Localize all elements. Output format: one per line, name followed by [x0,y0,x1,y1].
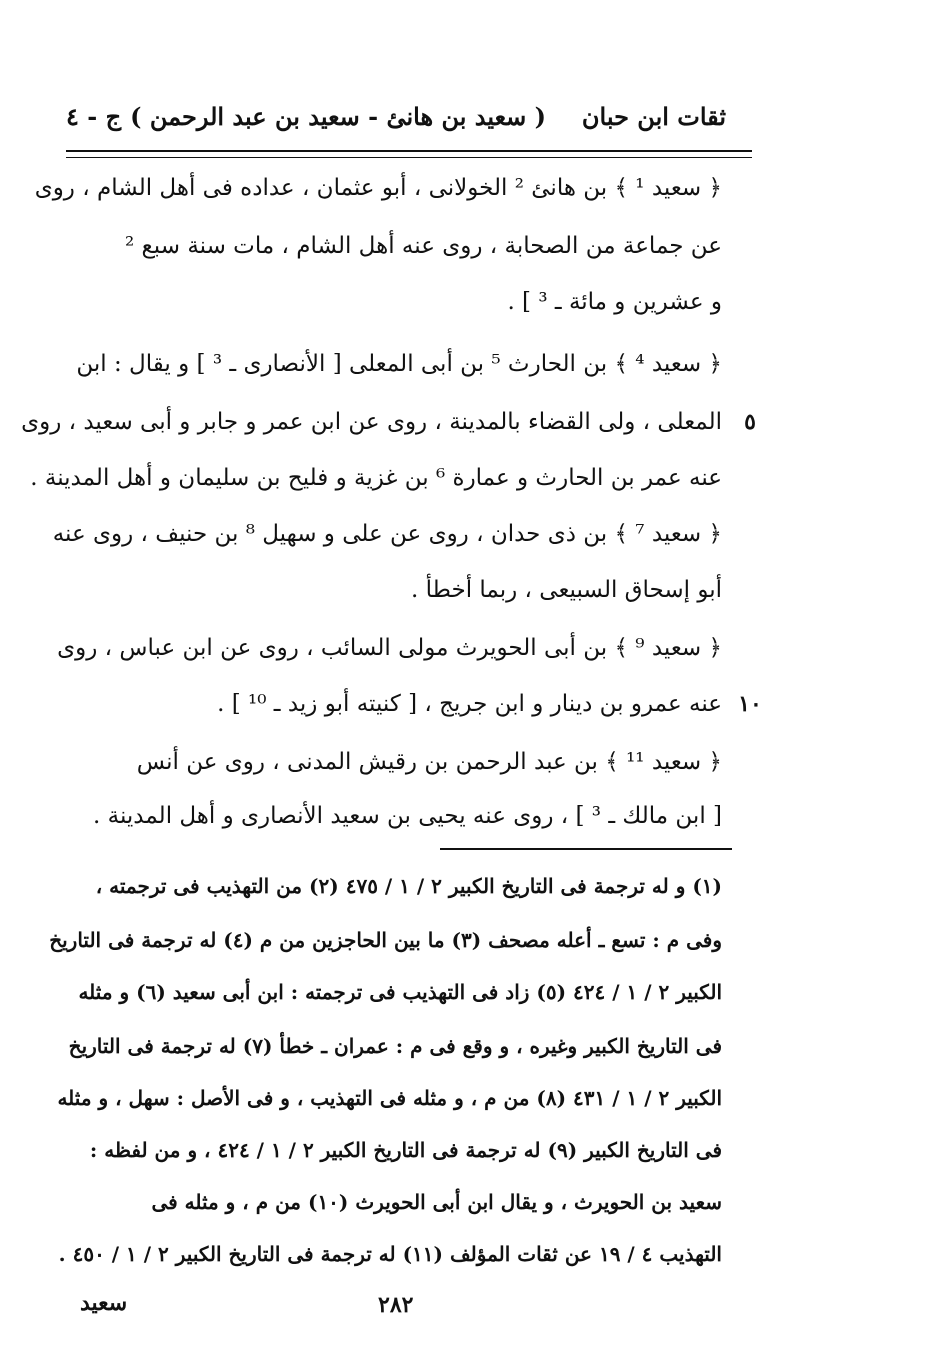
catchword: سعيد [80,1290,128,1316]
text-line: ﴿ سعيد ⁷ ﴾ بن ذى حدان ، روى عن على و سهيل ⁸ بن حنيف ، روى عنه [52,521,722,547]
page-number: ٢٨٢ [378,1292,414,1318]
footnote-line: الكبير ٢ / ١ / ٤٣١ (٨) من م ، و مثله فى التهذيب ، و فى الأصل : سهل ، و مثله [57,1086,722,1110]
text-line: ﴿ سعيد ¹¹ ﴾ بن عبد الرحمن بن رقيش المدنى ، روى عن أنس [136,749,722,775]
footnote-line: الكبير ٢ / ١ / ٤٢٤ (٥) زاد فى التهذيب فى ترجمته : ابن أبى سعيد (٦) و مثله [78,980,722,1004]
footnote-line: وفى م : تسع ـ أعله مصحف (٣) ما بين الحاجزين من م (٤) له ترجمة فى التاريخ [49,928,722,952]
text-line: عن جماعة من الصحابة ، روى عنه أهل الشام ، مات سنة سبع ² [125,233,722,259]
text-line: [ ابن مالك ـ ³ ] ، روى عنه يحيى بن سعيد الأنصارى و أهل المدينة . [93,803,722,829]
text-line: ﴿ سعيد ⁴ ﴾ بن الحارث ⁵ بن أبى المعلى [ الأنصارى ـ ³ ] و يقال : ابن [76,351,722,377]
footnote-line: فى التاريخ الكبير وغيره ، و وقع فى م : عمران ـ خطأ (٧) له ترجمة فى التاريخ [68,1034,722,1058]
text-line: أبو إسحاق السبيعى ، ربما أخطأ . [411,577,722,603]
line-number-5: ٥ [744,409,756,435]
line-number-10: ١٠ [738,691,762,717]
footnote-line: التهذيب ٤ / ١٩ عن ثقات المؤلف (١١) له ترجمة فى التاريخ الكبير ٢ / ١ / ٤٥٠ . [58,1242,722,1266]
entry-range: ( سعيد بن هانئ - سعيد بن عبد الرحمن ) [130,102,546,131]
running-header [66,98,726,144]
volume-label: ج - ٤ [66,102,122,131]
footnote-rule [440,848,732,850]
text-line: ﴿ سعيد ⁹ ﴾ بن أبى الحويرث مولى السائب ، روى عن ابن عباس ، روى [57,635,722,661]
footnote-line: فى التاريخ الكبير (٩) له ترجمة فى التاريخ الكبير ٢ / ١ / ٤٢٤ ، و من لفظه : [89,1138,722,1162]
footnote-line: سعيد بن الحويرث ، و يقال ابن أبى الحويرث (١٠) من م ، و مثله فى [151,1190,722,1214]
header-rule [66,150,752,158]
text-line: عنه عمر بن الحارث و عمارة ⁶ بن غزية و فليح بن سليمان و أهل المدينة . [30,465,722,491]
footnote-line: (١) و له ترجمة فى التاريخ الكبير ٢ / ١ / ٤٧٥ (٢) من التهذيب فى ترجمته ، [95,874,722,898]
text-line: عنه عمرو بن دينار و ابن جريج ، [ كنيته أبو زيد ـ ¹⁰ ] . [217,691,722,717]
book-title: ثقات ابن حبان [581,102,726,131]
text-line: و عشرين و مائة ـ ³ ] . [507,289,722,315]
text-line: المعلى ، ولى القضاء بالمدينة ، روى عن ابن عمر و جابر و أبى سعيد ، روى [21,409,722,435]
text-line: ﴿ سعيد ¹ ﴾ بن هانئ ² الخولانى ، أبو عثمان ، عداده فى أهل الشام ، روى [34,175,722,201]
